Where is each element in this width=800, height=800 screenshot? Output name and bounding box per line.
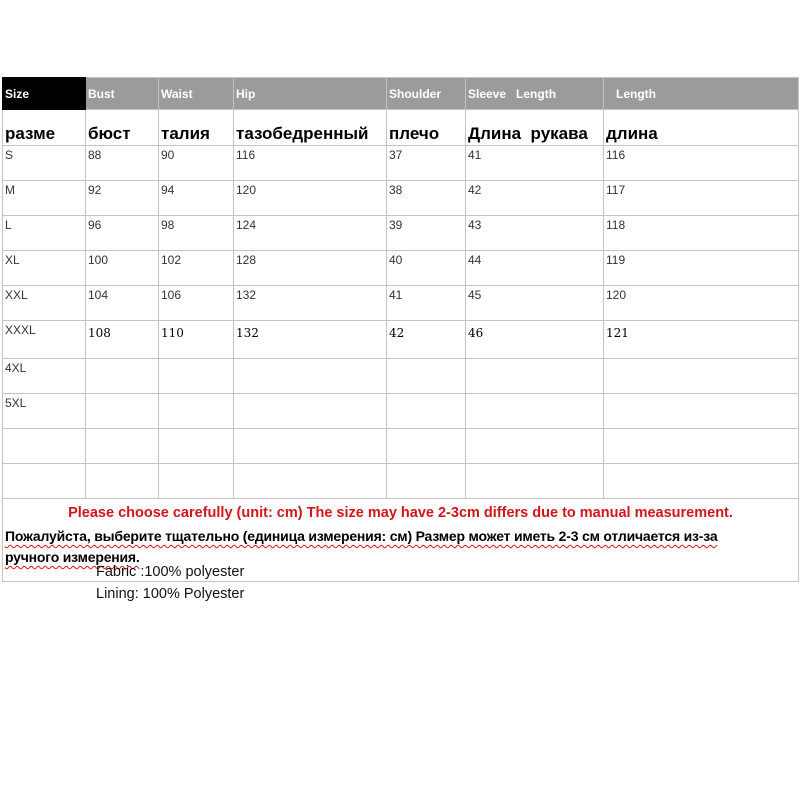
cell-length: 121	[604, 321, 799, 359]
table-row	[3, 146, 799, 181]
cell-waist: 90	[159, 146, 234, 181]
table-row	[3, 286, 799, 321]
cell-shoulder: 41	[387, 286, 466, 321]
table-row	[3, 216, 799, 251]
cell-shoulder: 39	[387, 216, 466, 251]
table-row	[3, 251, 799, 286]
cell-size: L	[3, 216, 86, 251]
fabric-info	[96, 561, 244, 605]
header-length: Length	[604, 78, 799, 110]
cell-waist: 98	[159, 216, 234, 251]
cell-waist: 110	[159, 321, 234, 359]
table-row	[3, 359, 799, 394]
header-row-ru	[3, 110, 799, 146]
cell-waist: 94	[159, 181, 234, 216]
cell-size: 4XL	[3, 359, 86, 394]
cell-length: 120	[604, 286, 799, 321]
header-ru-bust: бюст	[86, 110, 159, 146]
cell-hip: 132	[234, 321, 387, 359]
cell-sleeve-length: 43	[466, 216, 604, 251]
cell-sleeve-length	[466, 359, 604, 394]
cell-length: 119	[604, 251, 799, 286]
header-hip: Hip	[234, 78, 387, 110]
header-ru-sleeve-length: Длина рукава	[466, 110, 604, 146]
cell-hip	[234, 394, 387, 429]
header-ru-length: длина	[604, 110, 799, 146]
cell-length	[604, 359, 799, 394]
cell-length: 116	[604, 146, 799, 181]
header-shoulder: Shoulder	[387, 78, 466, 110]
cell-size: XXXL	[3, 321, 86, 359]
cell-sleeve-length: 42	[466, 181, 604, 216]
cell-bust	[86, 429, 159, 464]
header-sleeve-length: Sleeve Length	[466, 78, 604, 110]
size-table	[2, 77, 799, 582]
cell-sleeve-length: 45	[466, 286, 604, 321]
header-ru-size: разме	[3, 110, 86, 146]
cell-waist	[159, 464, 234, 499]
cell-bust: 92	[86, 181, 159, 216]
cell-shoulder	[387, 464, 466, 499]
cell-bust	[86, 394, 159, 429]
cell-hip	[234, 359, 387, 394]
cell-shoulder	[387, 359, 466, 394]
cell-size: XL	[3, 251, 86, 286]
header-waist: Waist	[159, 78, 234, 110]
cell-shoulder: 38	[387, 181, 466, 216]
cell-shoulder	[387, 394, 466, 429]
cell-size	[3, 464, 86, 499]
cell-waist	[159, 394, 234, 429]
cell-hip: 120	[234, 181, 387, 216]
cell-size: 5XL	[3, 394, 86, 429]
cell-bust: 100	[86, 251, 159, 286]
header-row-en	[3, 78, 799, 110]
cell-sleeve-length: 44	[466, 251, 604, 286]
header-size: Size	[3, 78, 86, 110]
cell-hip: 124	[234, 216, 387, 251]
cell-shoulder: 40	[387, 251, 466, 286]
cell-hip	[234, 464, 387, 499]
cell-length	[604, 429, 799, 464]
table-row	[3, 321, 799, 359]
table-row	[3, 181, 799, 216]
cell-waist	[159, 429, 234, 464]
cell-waist	[159, 359, 234, 394]
header-ru-waist: талия	[159, 110, 234, 146]
note-russian-line2: ручного измерения.	[5, 549, 140, 565]
table-row	[3, 394, 799, 429]
cell-sleeve-length: 41	[466, 146, 604, 181]
cell-waist: 106	[159, 286, 234, 321]
cell-bust	[86, 464, 159, 499]
cell-hip	[234, 429, 387, 464]
cell-shoulder: 42	[387, 321, 466, 359]
table-row	[3, 464, 799, 499]
cell-length	[604, 464, 799, 499]
cell-sleeve-length	[466, 429, 604, 464]
cell-length: 118	[604, 216, 799, 251]
cell-bust: 108	[86, 321, 159, 359]
cell-size	[3, 429, 86, 464]
header-bust: Bust	[86, 78, 159, 110]
cell-sleeve-length	[466, 464, 604, 499]
cell-length: 117	[604, 181, 799, 216]
cell-hip: 128	[234, 251, 387, 286]
cell-shoulder	[387, 429, 466, 464]
cell-waist: 102	[159, 251, 234, 286]
cell-size: M	[3, 181, 86, 216]
cell-sleeve-length	[466, 394, 604, 429]
cell-bust: 88	[86, 146, 159, 181]
cell-shoulder: 37	[387, 146, 466, 181]
cell-sleeve-length: 46	[466, 321, 604, 359]
cell-hip: 116	[234, 146, 387, 181]
cell-hip: 132	[234, 286, 387, 321]
cell-bust	[86, 359, 159, 394]
cell-bust: 104	[86, 286, 159, 321]
header-ru-shoulder: плечо	[387, 110, 466, 146]
note-russian-line1: Пожалуйста, выберите тщательно (единица измерения: см) Размер может иметь 2-3 см отличается из-за	[5, 528, 718, 544]
note-english: Please choose carefully (unit: cm) The size may have 2-3cm differs due to manual measurement.	[68, 505, 733, 521]
size-chart	[2, 77, 798, 582]
lining-line: Lining: 100% Polyester	[96, 586, 245, 602]
cell-length	[604, 394, 799, 429]
cell-size: XXL	[3, 286, 86, 321]
header-ru-hip: тазобедренный	[234, 110, 387, 146]
table-row	[3, 429, 799, 464]
fabric-line: Fabric :100% polyester	[96, 564, 245, 580]
cell-size: S	[3, 146, 86, 181]
cell-bust: 96	[86, 216, 159, 251]
